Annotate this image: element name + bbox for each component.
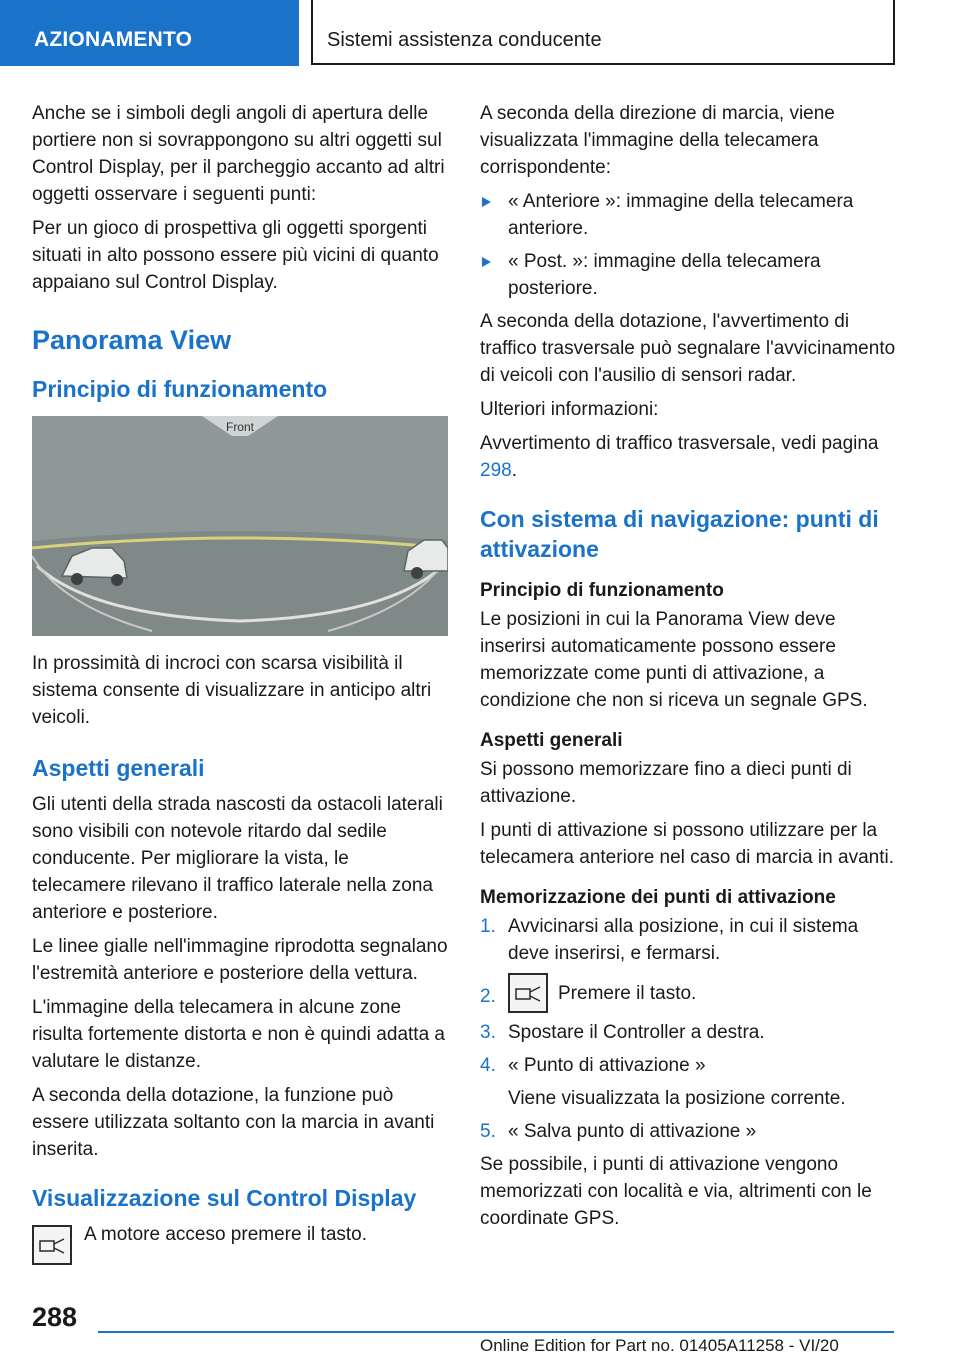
paragraph: Ulteriori informazioni: — [480, 399, 659, 420]
step-item: 5. « Salva punto di attivazione » — [480, 1121, 757, 1142]
triangle-bullet-icon — [482, 257, 491, 267]
camera-button-icon — [32, 1225, 72, 1265]
section-title: AZIONAMENTO — [34, 28, 193, 51]
camera-button-icon — [508, 973, 548, 1013]
triangle-bullet-icon — [482, 197, 491, 207]
heading-principio: Principio di funzionamento — [32, 376, 328, 402]
paragraph: A seconda della direzione di marcia, viene visualizzata l'immagine della telecamera corrispondente: — [480, 103, 835, 178]
edition-text: Online Edition for Part no. 01405A11258 - VI/20 — [480, 1336, 839, 1355]
paragraph: Le linee gialle nell'immagine riprodotta segnalano l'estremità anteriore e posteriore della vettura. — [32, 936, 448, 984]
paragraph-reference: Avvertimento di traffico trasversale, vedi pagina 298. — [480, 433, 879, 481]
section-tab — [0, 0, 299, 66]
camera-view-illustration — [32, 416, 448, 636]
step-item: 4. « Punto di attivazione » Viene visualizzata la posizione corrente. — [480, 1055, 846, 1109]
paragraph: In prossimità di incroci con scarsa visibilità il sistema consente di visualizzare in anticipo altri veicoli. — [32, 653, 432, 728]
list-item: « Anteriore »: immagine della telecamera anteriore. — [480, 188, 896, 242]
step-item: 2. Premere il tasto. — [480, 973, 896, 1013]
page-number: 288 — [32, 1302, 78, 1332]
left-column — [32, 100, 448, 1265]
paragraph: Gli utenti della strada nascosti da ostacoli laterali sono visibili con notevole ritardo dal sedile conducente. Per migliorare la vista, le telecamere rilevano il traffico laterale nella zona anteriore e posteriore. — [32, 794, 443, 923]
paragraph: Anche se i simboli degli angoli di apertura delle portiere non si sovrappongono su altri oggetti sul Control Display, per il parcheggio accanto ad altri oggetti osservare i seguenti punti: — [32, 103, 445, 205]
subheading-principio: Principio di funzionamento — [480, 580, 724, 601]
list-item: « Post. »: immagine della telecamera posteriore. — [480, 248, 896, 302]
paragraph: Si possono memorizzare fino a dieci punti di attivazione. — [480, 759, 852, 807]
heading-visualizzazione: Visualizzazione sul Control Display — [32, 1185, 417, 1211]
paragraph: Se possibile, i punti di attivazione vengono memorizzati con località e via, altrimenti con le coordinate GPS. — [480, 1154, 872, 1229]
paragraph: I punti di attivazione si possono utilizzare per la telecamera anteriore nel caso di marcia in avanti. — [480, 820, 894, 868]
paragraph: Per un gioco di prospettiva gli oggetti sporgenti situati in alto possono essere più vicini di quanto appaiano sul Control Display. — [32, 218, 439, 293]
subheading-aspetti: Aspetti generali — [480, 730, 623, 751]
step-item: 1. Avvicinarsi alla posizione, in cui il sistema deve inserirsi, e fermarsi. — [480, 916, 859, 964]
paragraph: A motore acceso premere il tasto. — [84, 1224, 368, 1245]
page-link[interactable]: 298 — [480, 460, 512, 481]
footer-divider — [98, 1331, 894, 1333]
page-header — [0, 0, 960, 66]
camera-view-image — [32, 416, 448, 636]
step-item: 3. Spostare il Controller a destra. — [480, 1022, 765, 1043]
chapter-tab — [311, 0, 895, 65]
paragraph: A seconda della dotazione, la funzione può essere utilizzata soltanto con la marcia in avanti inserita. — [32, 1085, 435, 1160]
key-instruction — [32, 1221, 448, 1265]
chapter-title: Sistemi assistenza conducente — [327, 29, 602, 51]
figure-label-front: Front — [225, 420, 255, 434]
subheading-memorizzazione: Memorizzazione dei punti di attivazione — [480, 887, 836, 908]
right-column — [480, 100, 896, 1239]
paragraph: Le posizioni in cui la Panorama View deve inserirsi automaticamente possono essere memorizzate come punti di attivazione, a condizione che non si riceva un segnale GPS. — [480, 609, 868, 711]
paragraph: A seconda della dotazione, l'avvertimento di traffico trasversale può segnalare l'avvicinamento di veicoli con l'ausilio di sensori radar. — [480, 311, 896, 386]
bullet-list — [480, 188, 896, 302]
paragraph: L'immagine della telecamera in alcune zone risulta fortemente distorta e non è quindi adatta a valutare le distanze. — [32, 997, 445, 1072]
step-list — [480, 913, 896, 1145]
heading-aspetti-generali: Aspetti generali — [32, 755, 205, 781]
heading-panorama-view: Panorama View — [32, 325, 232, 355]
heading-navigation-points: Con sistema di navigazione: punti di attivazione — [480, 506, 879, 562]
